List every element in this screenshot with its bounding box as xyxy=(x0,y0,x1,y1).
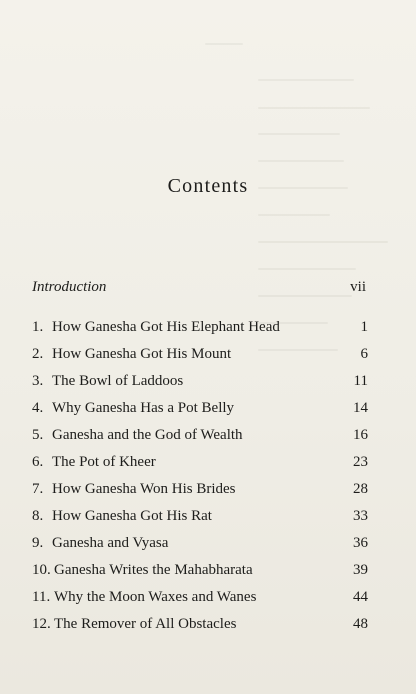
toc-entry-title: The Bowl of Laddoos xyxy=(52,373,184,389)
toc-entry-number: 7. xyxy=(32,481,44,497)
toc-page-number: 33 xyxy=(353,508,368,524)
toc-entry-number: 4. xyxy=(32,400,44,416)
toc-page-number: 1 xyxy=(360,319,368,335)
contents-heading: Contents xyxy=(167,175,249,197)
toc-entry-title: How Ganesha Got His Mount xyxy=(52,346,232,362)
toc-page-number: 6 xyxy=(360,346,368,362)
toc-page-number: 14 xyxy=(353,400,368,416)
toc-entry-title: How Ganesha Got His Rat xyxy=(52,508,212,524)
toc-entry-title: The Pot of Kheer xyxy=(52,454,156,470)
toc-page-number: 16 xyxy=(353,427,368,443)
toc-entry-title: Why the Moon Waxes and Wanes xyxy=(54,589,257,605)
toc-label: Introduction xyxy=(32,279,107,295)
toc-entry-title: How Ganesha Won His Brides xyxy=(52,481,236,497)
toc-entry-number: 8. xyxy=(32,508,44,524)
toc-entry-number: 9. xyxy=(32,535,44,551)
toc-page-number: 28 xyxy=(353,481,368,497)
toc-entry-title: Ganesha and Vyasa xyxy=(52,535,169,551)
toc-entry-title: Why Ganesha Has a Pot Belly xyxy=(52,400,235,416)
toc-entry-number: 10. xyxy=(32,562,51,578)
toc-entry-title: Ganesha Writes the Mahabharata xyxy=(54,562,253,578)
toc-entry-number: 5. xyxy=(32,427,44,443)
toc-entry-number: 6. xyxy=(32,454,44,470)
toc-entry-number: 11. xyxy=(32,589,51,605)
toc-page-number: 39 xyxy=(353,562,368,578)
toc-page-number: 44 xyxy=(353,589,368,605)
toc-entry-number: 2. xyxy=(32,346,44,362)
toc-entry-title: Ganesha and the God of Wealth xyxy=(52,427,243,443)
toc-entry-number: 12. xyxy=(32,616,51,632)
toc-entry-title: How Ganesha Got His Elephant Head xyxy=(52,319,280,335)
toc-entry-number: 1. xyxy=(32,319,44,335)
toc-page-number: 23 xyxy=(353,454,368,470)
toc-entry-number: 3. xyxy=(32,373,44,389)
toc-page-number: 11 xyxy=(353,373,368,389)
toc-page-number: 36 xyxy=(353,535,368,551)
toc-entry-title: The Remover of All Obstacles xyxy=(54,616,237,632)
toc-page-number: 48 xyxy=(353,616,368,632)
toc-page-number: vii xyxy=(350,279,366,295)
